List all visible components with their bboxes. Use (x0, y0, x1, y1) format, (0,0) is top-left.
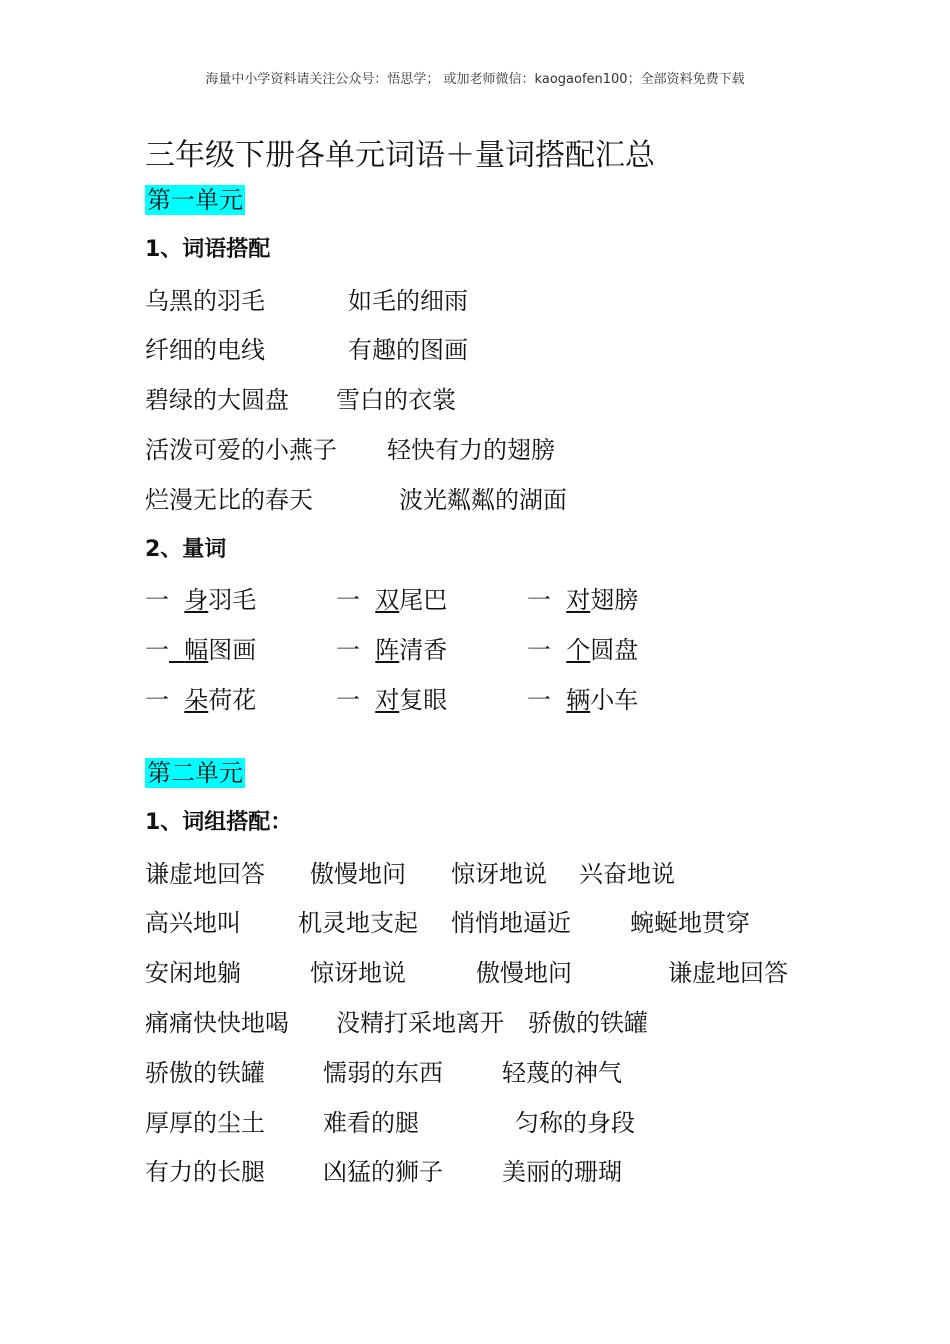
phrase: 纤细的电线 (145, 336, 265, 364)
measure-item: 一 双尾巴 (336, 586, 448, 614)
phrase: 谦虚地回答 (668, 959, 788, 987)
measure-item: 一 辆小车 (527, 686, 639, 714)
phrase: 轻蔑的神气 (502, 1059, 622, 1087)
measure-item: 一 幅图画 (145, 636, 257, 664)
phrase: 痛痛快快地喝 (145, 1009, 289, 1037)
phrase: 机灵地支起 (298, 909, 418, 937)
phrase: 凶猛的狮子 (323, 1158, 443, 1186)
phrase: 匀称的身段 (515, 1109, 635, 1137)
phrase: 美丽的珊瑚 (502, 1158, 622, 1186)
phrase: 烂漫无比的春天 (145, 486, 313, 514)
phrase: 有趣的图画 (348, 336, 468, 364)
phrase: 傲慢地问 (310, 860, 406, 888)
unit1-subheading-measures: 2、量词 (145, 537, 227, 562)
measure-item: 一 身羽毛 (145, 586, 257, 614)
phrase: 骄傲的铁罐 (528, 1009, 648, 1037)
phrase: 谦虚地回答 (145, 860, 265, 888)
unit2-subheading-phrases: 1、词组搭配： (145, 810, 293, 835)
phrase: 轻快有力的翅膀 (387, 436, 555, 464)
phrase: 厚厚的尘土 (145, 1109, 265, 1137)
phrase: 如毛的细雨 (348, 287, 468, 315)
phrase: 高兴地叫 (145, 909, 241, 937)
phrase: 没精打采地离开 (336, 1009, 504, 1037)
phrase: 难看的腿 (323, 1109, 419, 1137)
phrase: 悄悄地逼近 (451, 909, 571, 937)
phrase: 波光粼粼的湖面 (399, 486, 567, 514)
phrase: 惊讶地说 (310, 959, 406, 987)
header-note: 海量中小学资料请关注公众号：悟思学； 或加老师微信：kaogaofen100；全部资料免费下载 (205, 72, 745, 87)
measure-item: 一 朵荷花 (145, 686, 257, 714)
measure-item: 一 对翅膀 (527, 586, 639, 614)
phrase: 安闲地躺 (145, 959, 241, 987)
unit2-heading: 第二单元 (147, 759, 243, 787)
phrase: 兴奋地说 (579, 860, 675, 888)
measure-item: 一 个圆盘 (527, 636, 639, 664)
phrase: 懦弱的东西 (323, 1059, 443, 1087)
phrase: 乌黑的羽毛 (145, 287, 265, 315)
unit1-heading: 第一单元 (147, 186, 243, 214)
measure-item: 一 阵清香 (336, 636, 448, 664)
phrase: 碧绿的大圆盘 (145, 386, 289, 414)
phrase: 骄傲的铁罐 (145, 1059, 265, 1087)
phrase: 活泼可爱的小燕子 (145, 436, 337, 464)
measure-item: 一 对复眼 (336, 686, 448, 714)
phrase: 雪白的衣裳 (336, 386, 456, 414)
page-title: 三年级下册各单元词语＋量词搭配汇总 (145, 138, 655, 173)
phrase: 蜿蜒地贯穿 (630, 909, 750, 937)
phrase: 惊讶地说 (451, 860, 547, 888)
phrase: 有力的长腿 (145, 1158, 265, 1186)
unit1-subheading-phrases: 1、词语搭配 (145, 237, 271, 262)
phrase: 傲慢地问 (476, 959, 572, 987)
